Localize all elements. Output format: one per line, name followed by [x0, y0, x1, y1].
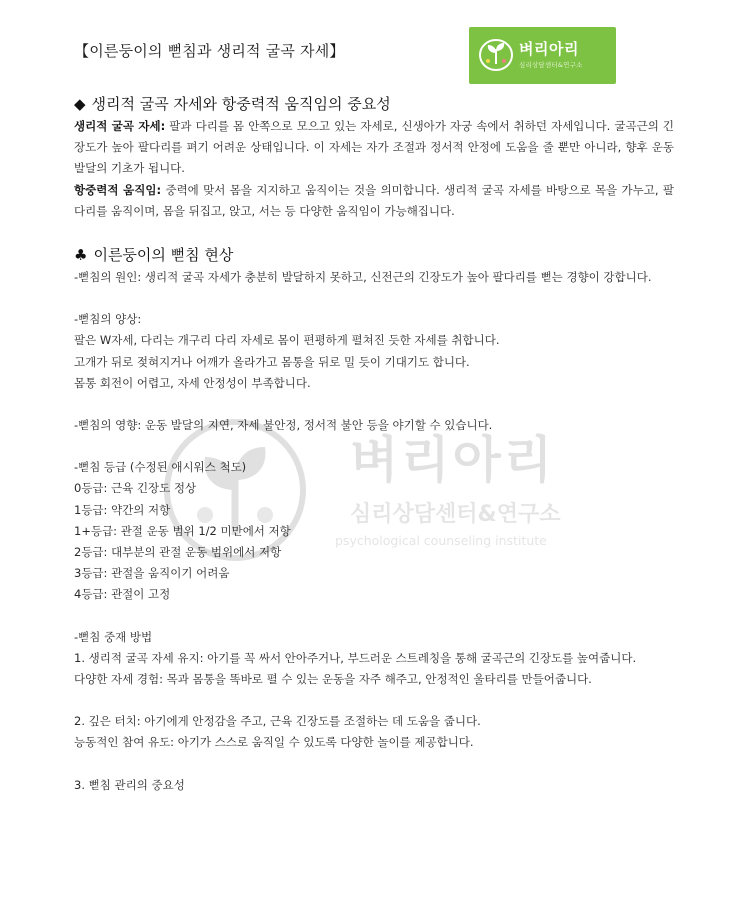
watermark-subtitle: 심리상담센터&연구소	[350, 502, 561, 527]
center-logo	[469, 27, 616, 84]
pattern-heading: -뻗침의 양상:	[74, 312, 142, 327]
club-bullet-icon: ♣	[74, 246, 88, 265]
intervention-item: 다양한 자세 경험: 목과 몸통을 똑바로 펼 수 있는 운동을 자주 해주고, 안정적인 울타리를 만들어줍니다.	[74, 672, 592, 687]
grade-item: 4등급: 관절이 고정	[74, 587, 171, 602]
grade-item: 2등급: 대부분의 관절 운동 범위에서 저항	[74, 545, 282, 560]
text-physiological-flexion: 팔과 다리를 몸 안쪽으로 모으고 있는 자세로, 신생아가 자궁 속에서 취하던 자세입니다. 굴곡근의 긴장도가 높아 팔다리를 펴기 어려운 상태입니다. 이 자세는 자가 조절과 정서적 안정에 도움을 줄 뿐만 아니라, 향후 운동 발달의 기초가 됩니다.	[74, 119, 674, 176]
cause-paragraph: -뻗침의 원인: 생리적 굴곡 자세가 충분히 발달하지 못하고, 신전근의 긴장도가 높아 팔다리를 뻗는 경향이 강합니다.	[74, 270, 652, 285]
pattern-line: 팔은 W자세, 다리는 개구리 다리 자세로 몸이 편평하게 펼쳐진 듯한 자세를 취합니다.	[74, 333, 500, 348]
section-1-title: 생리적 굴곡 자세와 항중력적 움직임의 중요성	[91, 95, 391, 113]
pattern-line: 몸통 회전이 어렵고, 자세 안정성이 부족합니다.	[74, 375, 311, 390]
logo-subtitle: 심리상담센터&연구소	[519, 61, 583, 69]
diamond-bullet-icon: ◆	[74, 95, 86, 113]
document-body	[74, 92, 674, 796]
paragraph-antigravity	[74, 180, 674, 222]
intervention-item: 3. 뻗침 관리의 중요성	[74, 777, 185, 792]
grade-item: 1+등급: 관절 운동 범위 1/2 미만에서 저항	[74, 523, 291, 538]
intervention-item: 1. 생리적 굴곡 자세 유지: 아기를 꼭 싸서 안아주거나, 부드러운 스트레칭을 통해 굴곡근의 긴장도를 높여줍니다.	[74, 650, 637, 665]
watermark-name: 벼리아리	[350, 431, 556, 489]
text-antigravity: 중력에 맞서 몸을 지지하고 움직이는 것을 의미합니다. 생리적 굴곡 자세를 바탕으로 목을 가누고, 팔다리를 움직이며, 몸을 뒤집고, 앉고, 서는 등 다양한 움직임이 가능해집니다.	[74, 182, 674, 218]
pattern-line: 고개가 뒤로 젖혀지거나 어깨가 올라가고 몸통을 뒤로 밀 듯이 기대기도 합니다.	[74, 354, 470, 369]
logo-name: 벼리아리	[519, 40, 579, 58]
paragraph-physiological-flexion	[74, 116, 674, 180]
impact-paragraph: -뻗침의 영향: 운동 발달의 지연, 자세 불안정, 정서적 불안 등을 야기할 수 있습니다.	[74, 418, 493, 433]
grade-heading: -뻗침 등급 (수정된 애시워스 척도)	[74, 460, 247, 475]
watermark-english: psychological counseling institute	[335, 533, 547, 548]
section-2-heading	[74, 243, 674, 267]
intervention-item: 2. 깊은 터치: 아기에게 안정감을 주고, 근육 긴장도를 조절하는 데 도움을 줍니다.	[74, 714, 481, 729]
intervention-item: 능동적인 참여 유도: 아기가 스스로 움직일 수 있도록 다양한 놀이를 제공합니다.	[74, 735, 474, 750]
sprout-emblem-icon	[477, 37, 515, 73]
intervention-heading: -뻗침 중재 방법	[74, 629, 153, 644]
grade-item: 0등급: 근육 긴장도 정상	[74, 481, 197, 496]
grade-item: 1등급: 약간의 저항	[74, 502, 171, 517]
section-2-title: 이른둥이의 뻗침 현상	[93, 246, 234, 265]
term-physiological-flexion: 생리적 굴곡 자세:	[74, 119, 166, 133]
document-title: 【이른둥이의 뻗침과 생리적 굴곡 자세】	[74, 42, 345, 60]
grade-item: 3등급: 관절을 움직이기 어려움	[74, 566, 230, 581]
term-antigravity: 항중력적 움직임:	[74, 182, 162, 197]
section-1-heading	[74, 92, 674, 116]
